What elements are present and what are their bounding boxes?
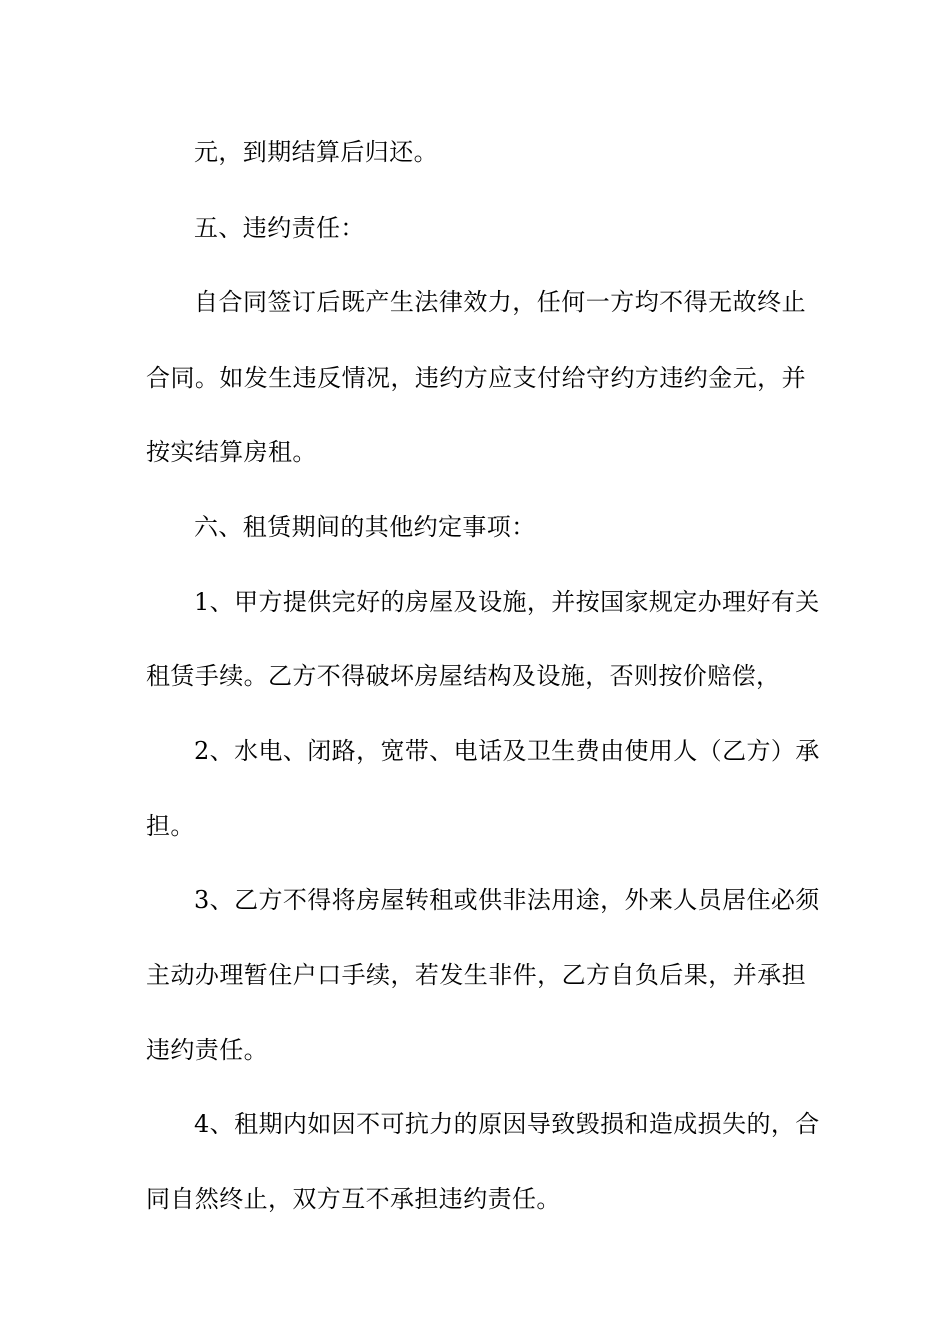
text-line: 1、甲方提供完好的房屋及设施，并按国家规定办理好有关 bbox=[194, 588, 820, 616]
text-line: 担。 bbox=[146, 812, 195, 840]
section-heading: 六、租赁期间的其他约定事项： bbox=[194, 513, 536, 541]
text-line: 按实结算房租。 bbox=[146, 438, 317, 466]
text-line: 4、租期内如因不可抗力的原因导致毁损和造成损失的，合 bbox=[194, 1110, 820, 1138]
section-heading: 五、违约责任： bbox=[194, 214, 365, 242]
text-line: 3、乙方不得将房屋转租或供非法用途，外来人员居住必须 bbox=[194, 886, 820, 914]
text-line: 自合同签订后既产生法律效力，任何一方均不得无故终止 bbox=[194, 288, 806, 316]
text-line: 元，到期结算后归还。 bbox=[194, 138, 438, 166]
text-line: 同自然终止，双方互不承担违约责任。 bbox=[146, 1185, 561, 1213]
text-line: 违约责任。 bbox=[146, 1036, 268, 1064]
text-line: 租赁手续。乙方不得破坏房屋结构及设施，否则按价赔偿， bbox=[146, 662, 781, 690]
text-line: 合同。如发生违反情况，违约方应支付给守约方违约金元，并 bbox=[146, 364, 806, 392]
text-line: 主动办理暂住户口手续，若发生非件，乙方自负后果，并承担 bbox=[146, 961, 806, 989]
text-line: 2、水电、闭路，宽带、电话及卫生费由使用人（乙方）承 bbox=[194, 737, 820, 765]
